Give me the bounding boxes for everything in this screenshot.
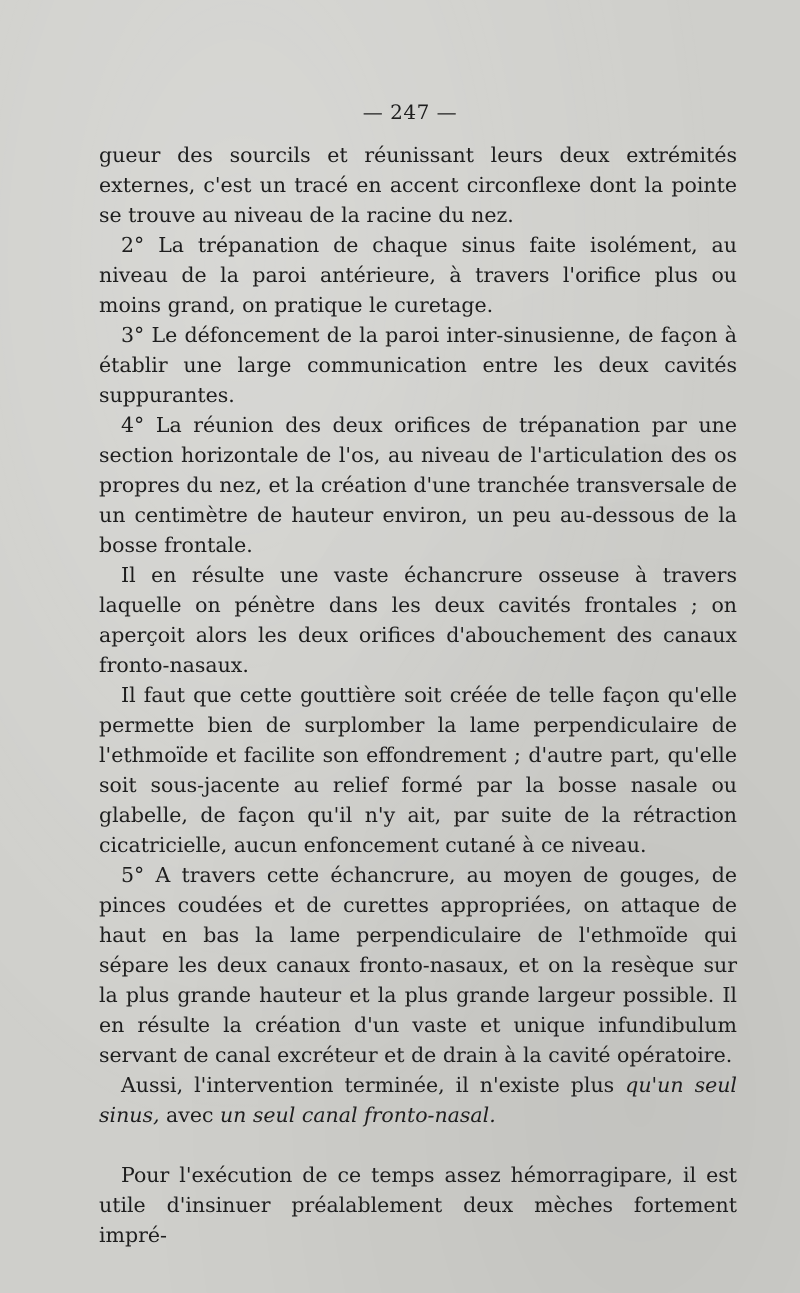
conclusion-italic-1: qu'un seul sinus, <box>99 1073 737 1127</box>
paragraph-gutter: Il faut que cette gouttière soit créée de telle façon qu'elle permette bien de surplomber la lame perpendiculaire de l'ethmoïde et facilite son effondrement ; d'autre part, qu'elle soit sous-jacente au relief formé par la bosse nasale ou glabelle, de façon qu'il n'y ait, par suite de la rétraction cicatricielle, aucun enfoncement cutané à ce niveau. <box>99 683 737 857</box>
paragraph-final: Pour l'exécution de ce temps assez hémorragipare, il est utile d'insinuer préalablement deux mèches fortement impré- <box>99 1163 737 1247</box>
paragraph-step-2: 2° La trépanation de chaque sinus faite isolément, au niveau de la paroi antérieure, à travers l'orifice plus ou moins grand, on pratique le curetage. <box>99 233 737 317</box>
paragraph-step-3: 3° Le défoncement de la paroi inter-sinusienne, de façon à établir une large communication entre les deux cavités suppurantes. <box>99 323 737 407</box>
conclusion-italic-2: un seul canal fronto-nasal. <box>219 1103 496 1127</box>
conclusion-text-1: Aussi, l'intervention terminée, il n'existe plus <box>121 1073 626 1097</box>
paragraph-conclusion <box>99 1070 737 1130</box>
page-number: — 247 — <box>362 100 458 124</box>
paragraph-step-4: 4° La réunion des deux orifices de trépanation par une section horizontale de l'os, au niveau de l'articulation des os propres du nez, et la création d'une tranchée transversale de un centimètre de hauteur environ, un peu au-dessous de la bosse frontale. <box>99 413 737 557</box>
paragraph-gap <box>99 1130 737 1160</box>
paragraph-step-5: 5° A travers cette échancrure, au moyen de gouges, de pinces coudées et de curettes appropriées, on attaque de haut en bas la lame perpendiculaire de l'ethmoïde qui sépare les deux canaux fronto-nasaux, et on la resèque sur la plus grande hauteur et la plus grande largeur possible. Il en résulte la création d'un vaste et unique infundibulum servant de canal excréteur et de drain à la cavité opératoire. <box>99 863 737 1067</box>
conclusion-text-2: avec <box>159 1103 220 1127</box>
paragraph-result: Il en résulte une vaste échancrure osseuse à travers laquelle on pénètre dans les deux cavités frontales ; on aperçoit alors les deux orifices d'abouchement des canaux fronto-nasaux. <box>99 563 737 677</box>
text-body <box>99 140 737 1250</box>
paragraph-continuation: gueur des sourcils et réunissant leurs deux extrémités externes, c'est un tracé en accent circonflexe dont la pointe se trouve au niveau de la racine du nez. <box>99 143 737 227</box>
